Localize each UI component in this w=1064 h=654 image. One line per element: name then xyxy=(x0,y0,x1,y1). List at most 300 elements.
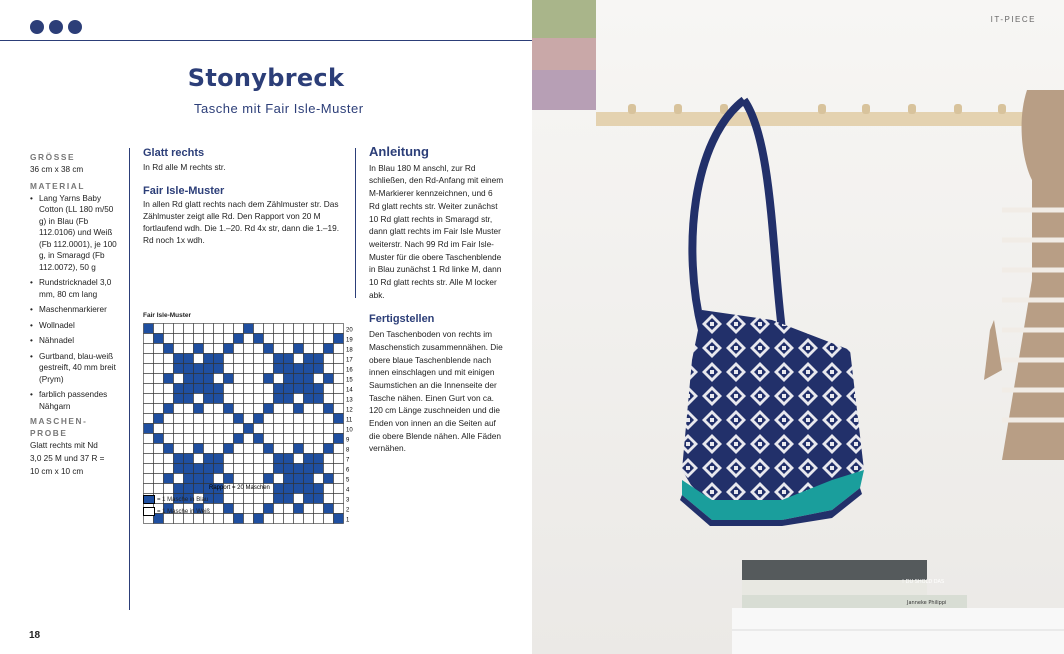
chart-cell xyxy=(274,384,284,394)
chart-cell xyxy=(204,334,214,344)
right-page-photo xyxy=(532,0,1064,654)
gauge-label: MASCHEN-PROBE xyxy=(30,416,88,438)
chart-cell xyxy=(194,414,204,424)
chart-cell xyxy=(234,424,244,434)
legend-white: = 1 Masche in Weiß xyxy=(143,506,210,518)
chart-cell xyxy=(294,434,304,444)
chart-cell xyxy=(284,454,294,464)
chart-cell xyxy=(144,414,154,424)
chart-cell xyxy=(184,374,194,384)
chart-cell xyxy=(254,514,264,524)
row-number-label: 17 xyxy=(346,357,353,364)
chart-cell xyxy=(314,434,324,444)
chart-cell xyxy=(224,384,234,394)
size-value: 36 cm x 38 cm xyxy=(30,164,84,174)
chart-cell xyxy=(164,334,174,344)
chart-cell xyxy=(164,434,174,444)
chart-cell xyxy=(234,324,244,334)
chart-cell xyxy=(174,404,184,414)
chart-cell xyxy=(324,424,334,434)
chart-cell xyxy=(304,504,314,514)
chart-cell xyxy=(304,434,314,444)
chart-cell xyxy=(254,334,264,344)
glatt-text: In Rd alle M rechts str. xyxy=(143,161,226,172)
row-number-label: 15 xyxy=(346,377,353,384)
chart-cell xyxy=(194,484,204,494)
chart-cell xyxy=(144,444,154,454)
chart-cell xyxy=(234,444,244,454)
chart-cell xyxy=(204,414,214,424)
chart-cell xyxy=(314,464,324,474)
chart-cell xyxy=(324,324,334,334)
instructions xyxy=(369,146,504,461)
chart-cell xyxy=(184,324,194,334)
chart-cell xyxy=(154,464,164,474)
chart-cell xyxy=(204,344,214,354)
chart-cell xyxy=(324,474,334,484)
chart-cell xyxy=(314,324,324,334)
chart-cell xyxy=(224,474,234,484)
chart-cell xyxy=(284,514,294,524)
chart-cell xyxy=(324,454,334,464)
chart-cell xyxy=(274,404,284,414)
chart-cell xyxy=(194,394,204,404)
chart-cell xyxy=(204,374,214,384)
chart-cell xyxy=(284,364,294,374)
chart-cell xyxy=(314,364,324,374)
chart-cell xyxy=(214,324,224,334)
material-label: MATERIAL xyxy=(30,181,86,191)
chart-cell xyxy=(204,434,214,444)
chart-cell xyxy=(264,434,274,444)
chart-cell xyxy=(244,434,254,444)
chart-cell xyxy=(214,494,224,504)
chart-cell xyxy=(304,364,314,374)
section-tag: IT-PIECE xyxy=(990,15,1036,24)
chart-cell xyxy=(334,484,344,494)
chart-cell xyxy=(234,384,244,394)
fertig-text: Den Taschenboden von rechts im Maschenstich zusammennähen. Die obere blaue Taschenblende nach innen einschlagen und mit einigen Saumstichen an die Innenseite der Tasche nähen. Einen Gurt von ca. 120 cm Länge zuschneiden und die Enden von innen an die Seiten auf die obere Blende nähen. Alle Fäden vernähen. xyxy=(369,329,503,454)
chart-cell xyxy=(164,374,174,384)
chart-cell xyxy=(154,334,164,344)
chart-cell xyxy=(174,324,184,334)
chart-cell xyxy=(324,434,334,444)
chart-cell xyxy=(284,434,294,444)
chart-cell xyxy=(164,404,174,414)
chart-cell xyxy=(284,414,294,424)
chart-cell xyxy=(234,504,244,514)
chart-cell xyxy=(324,384,334,394)
chart-cell xyxy=(294,484,304,494)
chart-cell xyxy=(314,404,324,414)
chart-cell xyxy=(174,414,184,424)
chart-cell xyxy=(274,364,284,374)
chart-cell xyxy=(144,434,154,444)
size-label: GRÖSSE xyxy=(30,152,76,162)
decorative-dots xyxy=(30,20,82,34)
chart-cell xyxy=(324,414,334,424)
chart-cell xyxy=(304,474,314,484)
header-rule xyxy=(0,40,532,41)
chart-cell xyxy=(264,344,274,354)
row-number-label: 12 xyxy=(346,407,353,414)
chart-cell xyxy=(334,364,344,374)
chart-cell xyxy=(174,424,184,434)
chart-cell xyxy=(214,444,224,454)
chart-cell xyxy=(274,424,284,434)
chart-cell xyxy=(194,434,204,444)
chart-cell xyxy=(164,424,174,434)
chart-cell xyxy=(164,354,174,364)
list-item: • farblich passendes Nähgarn xyxy=(30,389,120,412)
chart-cell xyxy=(224,404,234,414)
list-item: • Maschenmarkierer xyxy=(30,304,120,316)
chart-cell xyxy=(204,394,214,404)
chart-cell xyxy=(204,454,214,464)
chart-cell xyxy=(324,354,334,364)
chart-cell xyxy=(244,514,254,524)
chart-cell xyxy=(204,354,214,364)
chart-cell xyxy=(154,424,164,434)
chart-cell xyxy=(334,414,344,424)
chart-cell xyxy=(174,394,184,404)
chart-cell xyxy=(294,454,304,464)
chart-cell xyxy=(314,484,324,494)
chart-cell xyxy=(154,364,164,374)
svg-text:! DU SHOLD DAS: ! DU SHOLD DAS xyxy=(902,579,945,585)
chart-cell xyxy=(264,354,274,364)
chart-cell xyxy=(144,374,154,384)
row-number-label: 11 xyxy=(346,417,353,424)
chart-cell xyxy=(284,344,294,354)
chart-cell xyxy=(194,474,204,484)
row-number-label: 8 xyxy=(346,447,350,454)
chart-cell xyxy=(144,364,154,374)
chart-cell xyxy=(184,334,194,344)
chart-cell xyxy=(264,384,274,394)
chart-cell xyxy=(244,504,254,514)
chart-cell xyxy=(304,374,314,384)
chart-cell xyxy=(324,464,334,474)
chart-cell xyxy=(334,464,344,474)
chart-cell xyxy=(254,454,264,464)
chart-cell xyxy=(294,424,304,434)
chart-cell xyxy=(224,394,234,404)
dot-icon xyxy=(68,20,82,34)
column-divider xyxy=(355,148,356,298)
chart-cell xyxy=(214,424,224,434)
chart-cell xyxy=(214,414,224,424)
chart-cell xyxy=(334,494,344,504)
chart-cell xyxy=(154,384,164,394)
chart-cell xyxy=(164,344,174,354)
chart-cell xyxy=(254,464,264,474)
chart-cell xyxy=(214,404,224,414)
chart-cell xyxy=(254,444,264,454)
chart-cell xyxy=(154,374,164,384)
chart-cell xyxy=(264,474,274,484)
chart-cell xyxy=(334,394,344,404)
chart-cell xyxy=(324,444,334,454)
chart-cell xyxy=(314,384,324,394)
chart-cell xyxy=(174,434,184,444)
chart-cell xyxy=(294,404,304,414)
chart-cell xyxy=(214,394,224,404)
fairisle-text: In allen Rd glatt rechts nach dem Zählmuster str. Das Zählmuster zeigt alle Rd. Den Rapport von 20 M fortlaufend wdh. Die 1.–20. Rd 4x str, dann die 1.–19. Rd noch 1x wdh. xyxy=(143,199,340,245)
chart-cell xyxy=(174,444,184,454)
chart-cell xyxy=(174,354,184,364)
row-number-label: 18 xyxy=(346,347,353,354)
chart-cell xyxy=(244,344,254,354)
chart-cell xyxy=(274,444,284,454)
chart-cell xyxy=(224,424,234,434)
chart-cell xyxy=(254,324,264,334)
chart-cell xyxy=(254,394,264,404)
chart-cell xyxy=(274,324,284,334)
chart-cell xyxy=(154,474,164,484)
chart-cell xyxy=(334,474,344,484)
row-number-label: 4 xyxy=(346,487,350,494)
chart-cell xyxy=(304,444,314,454)
chart-cell xyxy=(264,494,274,504)
fertig-heading: Fertigstellen xyxy=(369,313,435,326)
material-list xyxy=(30,193,120,413)
chart-cell xyxy=(244,444,254,454)
chart-cell xyxy=(294,374,304,384)
chart-cell xyxy=(214,384,224,394)
chart-cell xyxy=(314,454,324,464)
chart-cell xyxy=(304,494,314,504)
column-divider xyxy=(129,148,130,610)
row-number-label: 2 xyxy=(346,507,350,514)
chart-cell xyxy=(214,334,224,344)
chart-cell xyxy=(264,414,274,424)
chart-cell xyxy=(214,434,224,444)
chart-cell xyxy=(164,444,174,454)
chart-cell xyxy=(314,494,324,504)
chart-cell xyxy=(154,394,164,404)
chart-cell xyxy=(324,504,334,514)
row-number-label: 10 xyxy=(346,427,353,434)
chart-cell xyxy=(164,484,174,494)
chart-cell xyxy=(164,414,174,424)
row-number-label: 16 xyxy=(346,367,353,374)
chart-cell xyxy=(164,384,174,394)
chart-cell xyxy=(144,424,154,434)
chart-cell xyxy=(234,394,244,404)
chart-cell xyxy=(224,434,234,444)
chart-cell xyxy=(314,514,324,524)
chart-cell xyxy=(254,344,264,354)
chart-cell xyxy=(204,384,214,394)
chart-cell xyxy=(214,474,224,484)
chart-cell xyxy=(174,364,184,374)
chart-cell xyxy=(254,364,264,374)
chart-cell xyxy=(264,454,274,464)
chart-cell xyxy=(204,364,214,374)
svg-text:Janneke Philippi: Janneke Philippi xyxy=(907,600,947,606)
row-number-label: 19 xyxy=(346,337,353,344)
chart-cell xyxy=(304,394,314,404)
chart-cell xyxy=(334,514,344,524)
chart-cell xyxy=(144,454,154,464)
materials-sidebar xyxy=(30,148,120,478)
chart-cell xyxy=(334,434,344,444)
chart-cell xyxy=(144,394,154,404)
chart-cell xyxy=(254,414,264,424)
chart-cell xyxy=(304,464,314,474)
page-number: 18 xyxy=(29,630,41,641)
chart-cell xyxy=(334,454,344,464)
chart-cell xyxy=(174,484,184,494)
chart-cell xyxy=(264,364,274,374)
chart-cell xyxy=(334,424,344,434)
chart-cell xyxy=(214,454,224,464)
chart-cell xyxy=(284,474,294,484)
chart-cell xyxy=(184,474,194,484)
chart-cell xyxy=(284,334,294,344)
chart-cell xyxy=(294,474,304,484)
chart-cell xyxy=(274,334,284,344)
chart-cell xyxy=(334,384,344,394)
chart-cell xyxy=(234,414,244,424)
chart-cell xyxy=(284,444,294,454)
chart-cell xyxy=(174,464,184,474)
chart-cell xyxy=(304,384,314,394)
chart-cell xyxy=(314,504,324,514)
chart-cell xyxy=(324,494,334,504)
list-item: • Nähnadel xyxy=(30,335,120,347)
chart-cell xyxy=(334,344,344,354)
row-number-label: 14 xyxy=(346,387,353,394)
chart-cell xyxy=(244,374,254,384)
chart-cell xyxy=(234,454,244,464)
chart-cell xyxy=(164,464,174,474)
chart-cell xyxy=(304,344,314,354)
chart-cell xyxy=(314,444,324,454)
chart-cell xyxy=(174,334,184,344)
chart-cell xyxy=(304,514,314,524)
bag-photo xyxy=(532,0,1064,654)
chart-cell xyxy=(224,494,234,504)
chart-cell xyxy=(294,514,304,524)
chart-cell xyxy=(144,484,154,494)
chart-cell xyxy=(294,354,304,364)
chart-cell xyxy=(234,334,244,344)
chart-cell xyxy=(314,374,324,384)
chart-cell xyxy=(224,504,234,514)
chart-cell xyxy=(334,504,344,514)
chart-cell xyxy=(244,384,254,394)
chart-cell xyxy=(184,424,194,434)
chart-cell xyxy=(234,434,244,444)
glatt-heading: Glatt rechts xyxy=(143,147,205,159)
chart-cell xyxy=(284,504,294,514)
chart-cell xyxy=(254,404,264,414)
chart-cell xyxy=(234,464,244,474)
chart-cell xyxy=(314,354,324,364)
chart-cell xyxy=(314,424,324,434)
chart-cell xyxy=(264,504,274,514)
chart-cell xyxy=(244,354,254,364)
chart-cell xyxy=(264,464,274,474)
chart-cell xyxy=(184,354,194,364)
chart-cell xyxy=(244,334,254,344)
chart-cell xyxy=(224,354,234,364)
chart-cell xyxy=(274,474,284,484)
chart-cell xyxy=(284,394,294,404)
chart-cell xyxy=(154,454,164,464)
chart-cell xyxy=(334,374,344,384)
chart-cell xyxy=(334,404,344,414)
row-number-label: 7 xyxy=(346,457,350,464)
chart-cell xyxy=(264,394,274,404)
chart-cell xyxy=(234,374,244,384)
chart-cell xyxy=(224,344,234,354)
chart-cell xyxy=(204,324,214,334)
chart-cell xyxy=(274,494,284,504)
chart-cell xyxy=(264,334,274,344)
chart-cell xyxy=(274,414,284,424)
chart-cell xyxy=(164,474,174,484)
chart-cell xyxy=(254,504,264,514)
chart-cell xyxy=(294,344,304,354)
chart-cell xyxy=(244,404,254,414)
chart-cell xyxy=(254,354,264,364)
chart-cell xyxy=(234,344,244,354)
chart-cell xyxy=(254,384,264,394)
row-number-label: 3 xyxy=(346,497,350,504)
chart-cell xyxy=(284,484,294,494)
chart-cell xyxy=(214,514,224,524)
row-number-label: 13 xyxy=(346,397,353,404)
chart-cell xyxy=(174,384,184,394)
chart-cell xyxy=(194,464,204,474)
chart-cell xyxy=(334,444,344,454)
white-swatch-icon xyxy=(143,507,155,516)
chart-caption: Rapport = 20 Maschen xyxy=(209,485,270,491)
chart-cell xyxy=(194,374,204,384)
chart-cell xyxy=(214,504,224,514)
chart-cell xyxy=(274,514,284,524)
chart-cell xyxy=(224,514,234,524)
chart-cell xyxy=(294,464,304,474)
chart-cell xyxy=(144,324,154,334)
chart-cell xyxy=(204,404,214,414)
chart-cell xyxy=(154,404,164,414)
chart-cell xyxy=(274,354,284,364)
chart-cell xyxy=(184,364,194,374)
chart-cell xyxy=(284,384,294,394)
chart-cell xyxy=(284,494,294,504)
chart-cell xyxy=(324,404,334,414)
chart-cell xyxy=(294,494,304,504)
chart-cell xyxy=(174,374,184,384)
chart-cell xyxy=(274,394,284,404)
chart-cell xyxy=(284,374,294,384)
anleitung-heading: Anleitung xyxy=(369,144,429,159)
list-item: • Lang Yarns Baby Cotton (LL 180 m/50 g) in Blau (Fb 112.0106) und Weiß (Fb 112.0001), je 100 g, in Smaragd (Fb 112.0072), 50 g xyxy=(30,193,120,274)
chart-cell xyxy=(324,364,334,374)
chart-cell xyxy=(224,364,234,374)
chart-cell xyxy=(224,324,234,334)
chart-cell xyxy=(214,344,224,354)
chart-cell xyxy=(194,444,204,454)
chart-cell xyxy=(284,354,294,364)
chart-cell xyxy=(194,324,204,334)
chart-cell xyxy=(194,334,204,344)
chart-cell xyxy=(154,414,164,424)
